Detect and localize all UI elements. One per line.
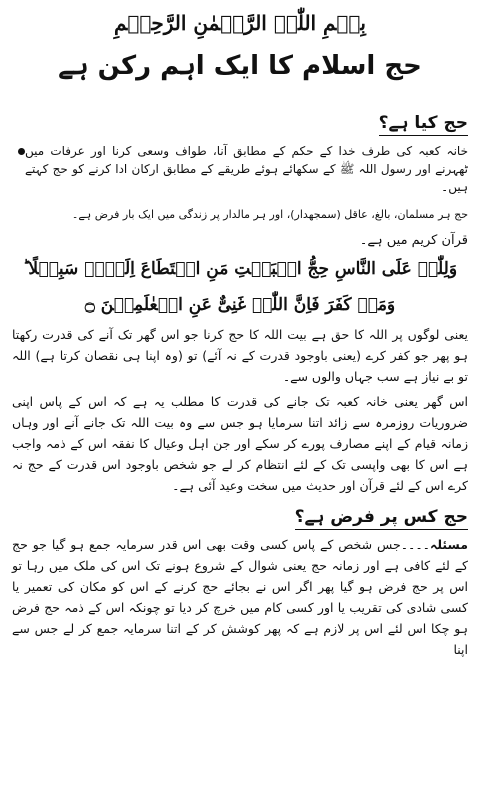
masala-text: ۔۔۔۔جس شخص کے پاس کسی وقت بھی اس قدر سرمایہ جمع ہو گیا جو حج کے لئے کافی ہے اور زمانہ حج یعنی شوال کے شروع ہونے تک اس کی ملک میں رہا تو اس پر حج فرض ہو گیا پھر اگر اس نے بجائے حج کرنے کے اس کو مکان کی تعمیر یا کسی شادی کی تقریب یا اور کسی کام میں خرچ کر دیا تو چونکہ اس کے ذمہ حج فرض ہو چکا اس لئے اس پر لازم ہے کہ پھر کوشش کر کے اتنا سرمایہ جمع کر لے جس سے اپنا xyxy=(12,537,468,657)
section-who-is-obligated xyxy=(12,496,468,530)
masala-label: مسئلہ xyxy=(430,537,468,552)
section-what-is-hajj xyxy=(12,88,468,136)
bullet-definition xyxy=(12,142,468,196)
section-heading-who-is-obligated: حج کس پر فرض ہے؟ xyxy=(295,506,468,530)
obligation-text: حج ہر مسلمان، بالغ، عاقل (سمجھدار)، اور ہر مالدار پر زندگی میں ایک بار فرض ہے۔ xyxy=(71,208,468,221)
bismillah: بِسۡمِ اللّٰہِ الرَّحۡمٰنِ الرَّحِیۡمِ xyxy=(114,11,366,35)
section-heading-what-is-hajj: حج کیا ہے؟ xyxy=(379,112,468,136)
masala-paragraph xyxy=(12,534,468,660)
translation-text: یعنی لوگوں پر اللہ کا حق ہے بیت اللہ کا حج کرنا جو اس گھر تک آنے کی قدرت رکھتا ہو پھر جو کفر کرے (یعنی باوجود قدرت کے نہ آئے) تو (وہ اپنا ہی نقصان کرتا ہے) اللہ تو بے نیاز ہے سب جہاں والوں سے۔ xyxy=(12,327,468,384)
bullet-icon xyxy=(18,148,25,155)
ayah-line-1: وَلِلّٰہِ عَلَی النَّاسِ حِجُّ الۡبَیۡتِ مَنِ اسۡتَطَاعَ اِلَیۡہِ سَبِیۡلًا ؕ xyxy=(22,259,458,279)
ayah-line-2: وَمَنۡ کَفَرَ فَاِنَّ اللّٰہَ غَنِیٌّ عَنِ الۡعٰلَمِیۡنَ ۝ xyxy=(84,295,396,315)
definition-text: خانہ کعبہ کی طرف خدا کے حکم کے مطابق آنا، طواف وسعی کرنا اور عرفات میں ٹھہرنے اور رسول اللہ ﷺ کے سکھائے ہوئے طریقے کے مطابق ارکان ادا کرنے کو حج کہتے ہیں۔ xyxy=(25,144,468,194)
page-title: حج اسلام کا ایک اہم رکن ہے xyxy=(58,51,422,81)
quran-intro: قرآن کریم میں ہے۔ xyxy=(359,233,468,248)
explanation-text: اس گھر یعنی خانہ کعبہ تک جانے کی قدرت کا مطلب یہ ہے کہ اس کے پاس اپنی ضروریات روزمرہ سے زائد اتنا سرمایا ہو جس سے وہ بیت اللہ تک جانے آنے اور وہاں زمانہ قیام کے اپنے مصارف پورے کر سکے اور جن اہل وعیال کا نفقہ اس کے ذمہ واجب ہے اس کا بھی واپسی تک کے لئے انتظام کر لے جو شخص باوجود اس قدرت کے حج نہ کرے اس کے لئے قرآن اور حدیث میں سخت وعید آئی ہے۔ xyxy=(12,394,468,493)
